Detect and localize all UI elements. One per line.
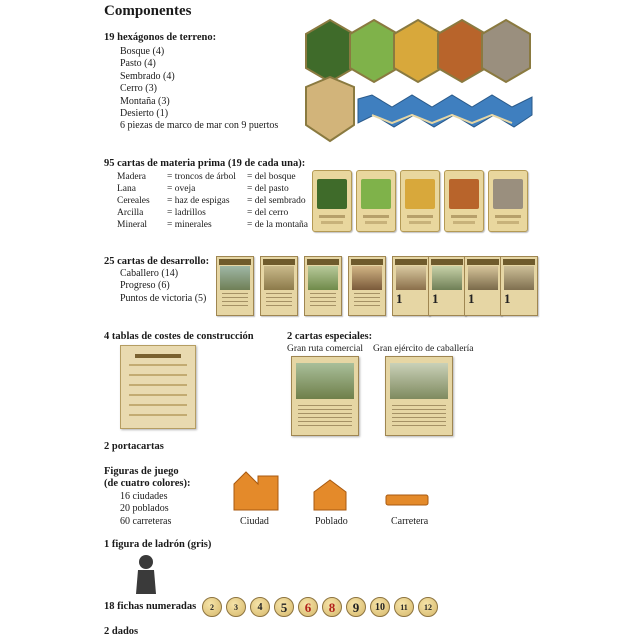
resources-heading: 95 cartas de materia prima (19 de cada una): bbox=[104, 158, 306, 169]
city-piece-icon bbox=[230, 466, 282, 512]
resource-row bbox=[117, 171, 308, 183]
resource-row bbox=[117, 183, 308, 195]
vp-value: 1 bbox=[468, 291, 475, 306]
brick-card bbox=[444, 170, 484, 232]
resource-what: = minerales bbox=[167, 220, 212, 230]
resource-name: Mineral bbox=[117, 220, 148, 230]
terrain-heading: 19 hexágonos de terreno: bbox=[104, 32, 217, 43]
number-token: 11 bbox=[394, 597, 414, 617]
number-token: 10 bbox=[370, 597, 390, 617]
knight-card bbox=[216, 256, 254, 316]
terrain-item: Montaña (3) bbox=[120, 95, 170, 107]
terrain-item: Cerro (3) bbox=[120, 83, 157, 95]
development-item: Progreso (6) bbox=[120, 280, 170, 292]
resource-row bbox=[117, 195, 308, 207]
special-heading: 2 cartas especiales: bbox=[287, 331, 373, 342]
development-item: Caballero (14) bbox=[120, 268, 179, 279]
figures-list bbox=[120, 491, 171, 528]
resource-row bbox=[117, 219, 308, 231]
road-piece-icon bbox=[384, 490, 430, 510]
lumber-card bbox=[312, 170, 352, 232]
terrain-list bbox=[120, 46, 278, 133]
sea-frame-piece bbox=[358, 95, 532, 127]
tokens-heading: 18 fichas numeradas bbox=[104, 601, 197, 612]
forest-hex bbox=[306, 20, 354, 82]
resources-table bbox=[117, 171, 308, 231]
resource-name: Arcilla bbox=[117, 208, 144, 218]
resource-name: Madera bbox=[117, 172, 147, 182]
figures-heading-line1: Figuras de juego bbox=[104, 466, 179, 477]
hills-hex bbox=[438, 20, 486, 82]
victory-point-card bbox=[500, 256, 538, 316]
victory-point-card bbox=[392, 256, 430, 316]
wool-card bbox=[356, 170, 396, 232]
terrain-item: Sembrado (4) bbox=[120, 70, 175, 82]
development-item: Puntos de victoria (5) bbox=[120, 292, 207, 304]
progress-card bbox=[304, 256, 342, 316]
figures-item: 60 carreteras bbox=[120, 515, 172, 527]
vp-value: 1 bbox=[432, 291, 439, 306]
settlement-piece-icon bbox=[310, 478, 350, 512]
resource-what: = oveja bbox=[167, 184, 196, 194]
number-token: 3 bbox=[226, 597, 246, 617]
number-token: 4 bbox=[250, 597, 270, 617]
figures-heading-line2: (de cuatro colores): bbox=[104, 478, 191, 489]
resource-from: = de la montaña bbox=[247, 220, 309, 230]
number-token: 5 bbox=[274, 597, 294, 617]
grain-card bbox=[400, 170, 440, 232]
desert-hex bbox=[306, 77, 354, 141]
resource-from: = del pasto bbox=[247, 184, 289, 194]
robber-piece-icon bbox=[128, 552, 164, 596]
development-heading: 25 cartas de desarrollo: bbox=[104, 256, 210, 267]
army-card-label: Gran ejército de caballería bbox=[373, 344, 474, 354]
resource-what: = troncos de árbol bbox=[167, 172, 236, 182]
figures-item: 16 ciudades bbox=[120, 491, 168, 502]
resource-what: = haz de espigas bbox=[167, 196, 230, 206]
building-costs-heading: 4 tablas de costes de construcción bbox=[104, 331, 254, 342]
resource-name: Lana bbox=[117, 184, 136, 194]
terrain-hexes-illustration bbox=[300, 15, 540, 155]
resource-from: = del sembrado bbox=[247, 196, 306, 206]
number-token: 2 bbox=[202, 597, 222, 617]
terrain-item: Bosque (4) bbox=[120, 46, 165, 57]
longest-road-card bbox=[291, 356, 359, 436]
resource-from: = del cerro bbox=[247, 208, 289, 218]
fields-hex bbox=[394, 20, 442, 82]
ore-card bbox=[488, 170, 528, 232]
number-token: 9 bbox=[346, 597, 366, 617]
figures-item: 20 poblados bbox=[120, 503, 169, 515]
largest-army-card bbox=[385, 356, 453, 436]
vp-value: 1 bbox=[396, 291, 403, 306]
city-label: Ciudad bbox=[240, 516, 269, 527]
card-holders-heading: 2 portacartas bbox=[104, 441, 164, 452]
road-piece-label: Carretera bbox=[391, 516, 429, 527]
number-token: 12 bbox=[418, 597, 438, 617]
number-token: 6 bbox=[298, 597, 318, 617]
dice-heading: 2 dados bbox=[104, 626, 139, 637]
settlement-label: Poblado bbox=[315, 516, 348, 527]
mountains-hex bbox=[482, 20, 530, 82]
resource-row bbox=[117, 207, 308, 219]
page-title: Componentes bbox=[104, 3, 192, 19]
victory-point-card bbox=[464, 256, 502, 316]
resource-name: Cereales bbox=[117, 196, 150, 206]
victory-point-card bbox=[428, 256, 466, 316]
pasture-hex bbox=[350, 20, 398, 82]
vp-value: 1 bbox=[504, 291, 511, 306]
terrain-item: 6 piezas de marco de mar con 9 puertos bbox=[120, 120, 279, 132]
progress-card bbox=[260, 256, 298, 316]
road-card-label: Gran ruta comercial bbox=[287, 344, 363, 354]
robber-heading: 1 figura de ladrón (gris) bbox=[104, 539, 212, 550]
development-list bbox=[120, 268, 206, 305]
building-costs-card bbox=[120, 345, 196, 429]
resource-what: = ladrillos bbox=[167, 208, 206, 218]
terrain-item: Pasto (4) bbox=[120, 58, 156, 70]
resource-from: = del bosque bbox=[247, 172, 296, 182]
terrain-item: Desierto (1) bbox=[120, 108, 169, 120]
progress-card bbox=[348, 256, 386, 316]
number-token: 8 bbox=[322, 597, 342, 617]
